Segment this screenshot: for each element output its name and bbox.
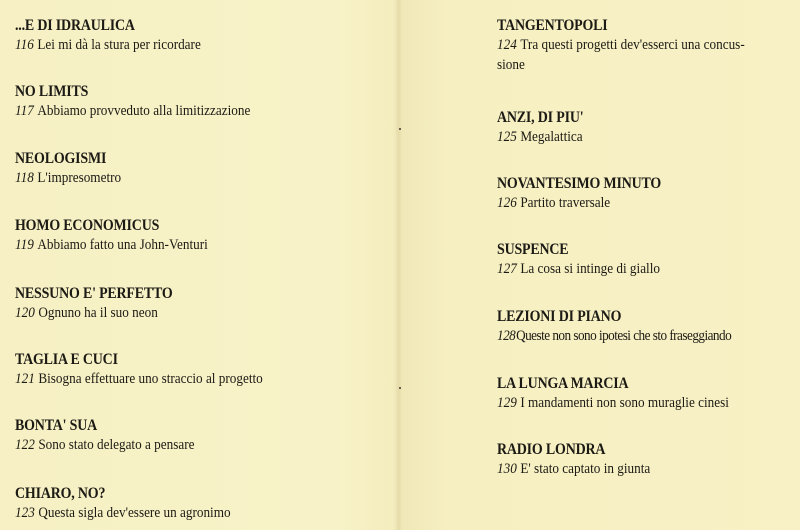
entry-number: 129 xyxy=(497,395,517,411)
entry-number: 119 xyxy=(15,237,34,253)
list-item xyxy=(15,82,390,121)
entry-number: 117 xyxy=(15,103,34,119)
entry-text: Partito traversale xyxy=(520,195,611,211)
entry-line xyxy=(497,459,761,479)
entry-line xyxy=(15,303,345,323)
print-speck xyxy=(399,387,401,389)
entry-text: Ognuno ha il suo neon xyxy=(38,305,158,321)
entry-text-continuation: sione xyxy=(497,57,525,73)
entry-number: 116 xyxy=(15,37,34,53)
entry-line xyxy=(15,503,345,523)
entry-title: TANGENTOPOLI xyxy=(497,17,608,34)
entry-title: RADIO LONDRA xyxy=(497,441,606,458)
entry-number: 126 xyxy=(497,195,517,211)
entry-line xyxy=(497,393,761,413)
entry-number: 123 xyxy=(15,505,35,521)
entry-number: 128 xyxy=(497,328,516,344)
entry-line xyxy=(15,101,345,121)
list-item xyxy=(497,307,797,346)
entry-text: L'impresometro xyxy=(37,170,122,186)
list-item xyxy=(497,374,797,413)
print-speck xyxy=(399,128,401,130)
entry-text: Queste non sono ipotesi che sto fraseggiando xyxy=(516,328,732,344)
list-item xyxy=(497,240,797,279)
entry-line xyxy=(15,35,345,55)
list-item xyxy=(15,484,390,523)
entry-title: NO LIMITS xyxy=(15,83,89,100)
list-item xyxy=(497,174,797,213)
entry-line xyxy=(497,193,761,213)
entry-text: Abbiamo fatto una John-Venturi xyxy=(37,237,208,253)
entry-line xyxy=(497,35,761,55)
entry-number: 125 xyxy=(497,129,517,145)
entry-title: ...E DI IDRAULICA xyxy=(15,17,135,34)
entry-number: 127 xyxy=(497,261,517,277)
entry-text: I mandamenti non sono muraglie cinesi xyxy=(520,395,729,411)
list-item xyxy=(15,149,390,188)
list-item xyxy=(497,440,797,479)
entry-title: HOMO ECONOMICUS xyxy=(15,217,160,234)
entry-title: NOVANTESIMO MINUTO xyxy=(497,175,662,192)
list-item xyxy=(15,416,390,455)
entry-text: La cosa si intinge di giallo xyxy=(520,261,660,277)
entry-title: NESSUNO E' PERFETTO xyxy=(15,285,173,302)
entry-text: Abbiamo provveduto alla limitizzazione xyxy=(37,103,251,119)
list-item xyxy=(15,16,390,55)
entry-number: 118 xyxy=(15,170,34,186)
list-item xyxy=(15,350,390,389)
entry-number: 121 xyxy=(15,371,35,387)
entry-line xyxy=(15,369,345,389)
list-item xyxy=(497,108,797,147)
entry-title: ANZI, DI PIU' xyxy=(497,109,584,126)
list-item xyxy=(15,284,390,323)
entry-text: E' stato captato in giunta xyxy=(520,461,651,477)
entry-title: SUSPENCE xyxy=(497,241,569,258)
entry-line xyxy=(15,435,345,455)
entry-text: Megalattica xyxy=(520,129,583,145)
entry-line xyxy=(15,168,345,188)
entry-number: 120 xyxy=(15,305,35,321)
entry-text: Bisogna effettuare uno straccio al progetto xyxy=(38,371,263,387)
entry-number: 122 xyxy=(15,437,35,453)
book-gutter xyxy=(394,0,402,530)
entry-title: NEOLOGISMI xyxy=(15,150,107,167)
entry-title: CHIARO, NO? xyxy=(15,485,106,502)
entry-text: Sono stato delegato a pensare xyxy=(38,437,195,453)
entry-text: Questa sigla dev'essere un agronimo xyxy=(38,505,231,521)
entry-line xyxy=(497,259,761,279)
entry-title: LEZIONI DI PIANO xyxy=(497,308,622,325)
entry-title: TAGLIA E CUCI xyxy=(15,351,118,368)
entry-line xyxy=(497,326,761,346)
entry-line xyxy=(15,235,345,255)
entry-text: Lei mi dà la stura per ricordare xyxy=(37,37,201,53)
entry-number: 124 xyxy=(497,37,517,53)
entry-text: Tra questi progetti dev'esserci una concus- xyxy=(520,37,745,53)
list-item xyxy=(497,16,797,75)
entry-title: BONTA' SUA xyxy=(15,417,98,434)
entry-number: 130 xyxy=(497,461,517,477)
entry-line xyxy=(497,127,761,147)
list-item xyxy=(15,216,390,255)
entry-title: LA LUNGA MARCIA xyxy=(497,375,629,392)
